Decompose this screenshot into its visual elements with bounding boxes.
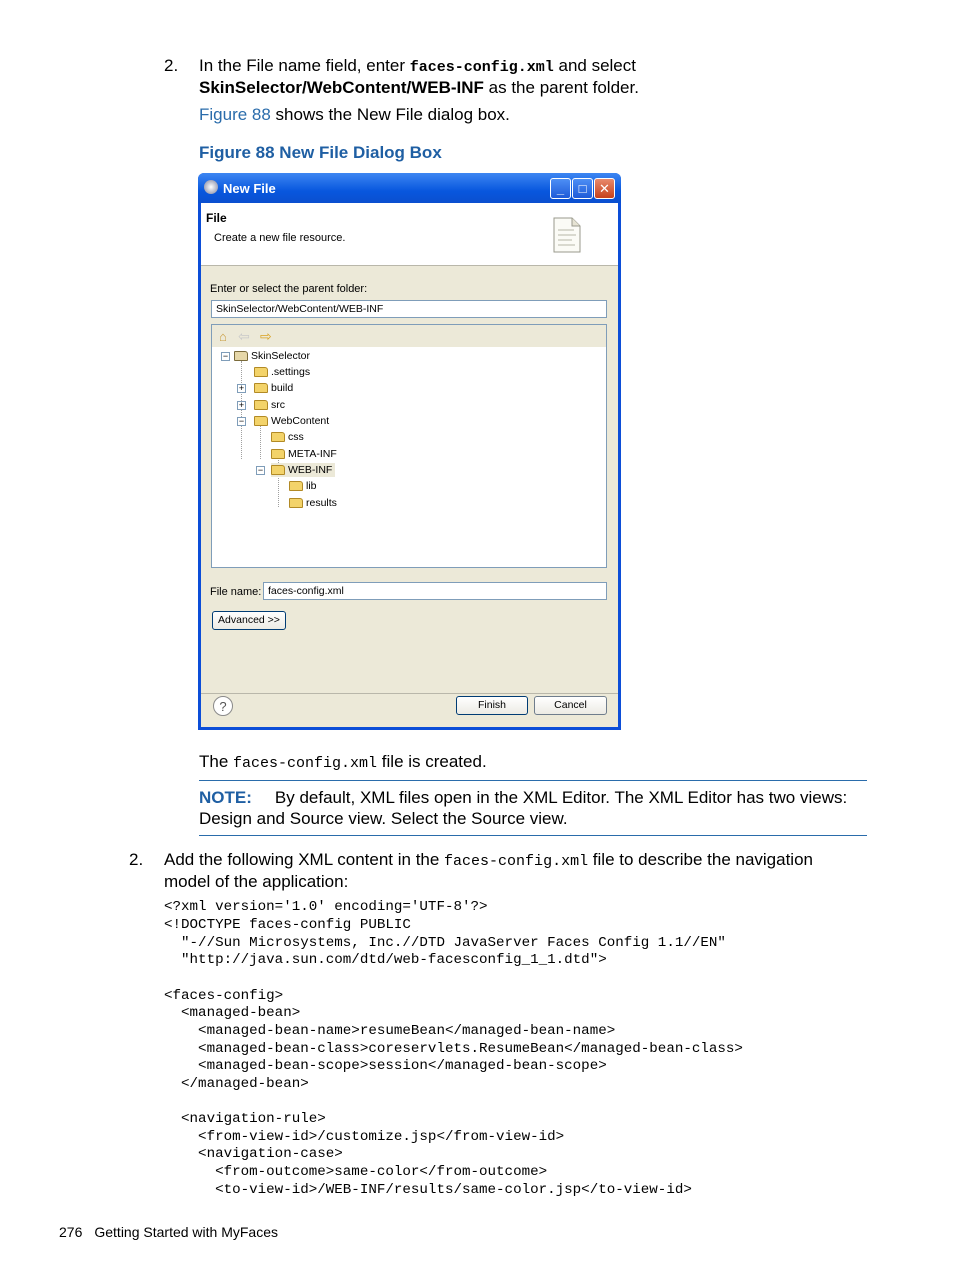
parent-folder-input[interactable]: SkinSelector/WebContent/WEB-INF bbox=[211, 300, 607, 318]
dialog-banner bbox=[201, 203, 618, 266]
home-icon[interactable]: ⌂ bbox=[219, 329, 227, 344]
code-line: <navigation-rule> bbox=[164, 1111, 326, 1127]
code-line: <navigation-case> bbox=[164, 1146, 343, 1162]
code-line: <managed-bean-name>resumeBean</managed-bean-name> bbox=[164, 1023, 616, 1039]
eclipse-icon bbox=[204, 180, 218, 194]
step-text: In the File name field, enter bbox=[199, 56, 410, 75]
tree-toolbar bbox=[212, 325, 606, 347]
dialog-titlebar[interactable] bbox=[198, 173, 621, 203]
tree-item-selected[interactable]: WEB-INF bbox=[271, 463, 335, 477]
code-line: <managed-bean-class>coreservlets.ResumeBean</managed-bean-class> bbox=[164, 1041, 743, 1057]
parent-folder-label: Enter or select the parent folder: bbox=[210, 283, 368, 295]
project-icon bbox=[234, 351, 248, 361]
help-icon[interactable]: ? bbox=[213, 696, 233, 716]
step-text: and select bbox=[553, 56, 636, 75]
code-line: <!DOCTYPE faces-config PUBLIC bbox=[164, 917, 411, 933]
advanced-button[interactable]: Advanced >> bbox=[212, 611, 286, 630]
finish-button[interactable]: Finish bbox=[456, 696, 528, 715]
folder-icon bbox=[271, 432, 285, 442]
folder-icon bbox=[271, 465, 285, 475]
code-line: <faces-config> bbox=[164, 988, 284, 1004]
code-line: <managed-bean> bbox=[164, 1005, 301, 1021]
folder-icon bbox=[289, 498, 303, 508]
new-file-dialog bbox=[198, 173, 621, 730]
banner-heading: File bbox=[206, 211, 227, 225]
code-line: "http://java.sun.com/dtd/web-facesconfig_1_1.dtd"> bbox=[164, 952, 607, 968]
code-line: <to-view-id>/WEB-INF/results/same-color.jsp</to-view-id> bbox=[164, 1182, 692, 1198]
folder-path: SkinSelector/WebContent/WEB-INF bbox=[199, 78, 484, 97]
note-rule-top bbox=[199, 780, 867, 781]
folder-icon bbox=[271, 449, 285, 459]
tree-item[interactable]: SkinSelector bbox=[234, 349, 310, 363]
tree-item[interactable]: WebContent bbox=[254, 414, 329, 428]
tree-item[interactable]: css bbox=[271, 430, 304, 444]
dialog-title: New File bbox=[223, 181, 276, 196]
collapse-icon[interactable]: − bbox=[222, 351, 229, 361]
figure-caption: Figure 88 New File Dialog Box bbox=[199, 143, 442, 162]
maximize-button[interactable]: □ bbox=[572, 178, 593, 199]
note-line-2: Design and Source view. Select the Source view. bbox=[199, 809, 568, 828]
tree-item[interactable]: META-INF bbox=[271, 447, 337, 461]
forward-arrow-icon[interactable]: ⇨ bbox=[260, 328, 272, 344]
step-two-line-1: Add the following XML content in the faces-config.xml file to describe the navigation bbox=[164, 850, 813, 870]
dialog-body bbox=[201, 203, 618, 727]
inline-code: faces-config.xml bbox=[444, 853, 589, 870]
tree-item[interactable]: build bbox=[254, 381, 293, 395]
tree-item[interactable]: .settings bbox=[254, 365, 310, 379]
step-text: as the parent folder. bbox=[483, 78, 639, 97]
file-name-label: File name: bbox=[210, 586, 262, 598]
collapse-icon[interactable]: − bbox=[257, 465, 264, 475]
folder-icon bbox=[289, 481, 303, 491]
code-line: "-//Sun Microsystems, Inc.//DTD JavaServer Faces Config 1.1//EN" bbox=[164, 935, 726, 951]
step-line-1 bbox=[199, 55, 636, 79]
folder-icon bbox=[254, 367, 268, 377]
result-text: The faces-config.xml file is created. bbox=[199, 752, 487, 772]
new-file-icon bbox=[552, 216, 582, 254]
step-two-line-2: model of the application: bbox=[164, 872, 349, 891]
figure-reference bbox=[199, 104, 510, 126]
folder-icon bbox=[254, 383, 268, 393]
note-rule-bottom bbox=[199, 835, 867, 836]
folder-icon bbox=[254, 416, 268, 426]
code-line: <managed-bean-scope>session</managed-bean-scope> bbox=[164, 1058, 607, 1074]
step-number: 2. bbox=[129, 850, 144, 869]
folder-tree[interactable] bbox=[211, 324, 607, 568]
page-footer bbox=[59, 1224, 278, 1240]
page-number: 276 bbox=[59, 1224, 83, 1240]
code-line: <?xml version='1.0' encoding='UTF-8'?> bbox=[164, 899, 488, 915]
tree-item[interactable]: lib bbox=[289, 479, 317, 493]
back-arrow-icon[interactable]: ⇦ bbox=[238, 328, 250, 344]
minimize-button[interactable]: _ bbox=[550, 178, 571, 199]
figure-link[interactable]: Figure 88 bbox=[199, 105, 271, 124]
inline-code: faces-config.xml bbox=[233, 755, 378, 772]
file-name-input[interactable]: faces-config.xml bbox=[263, 582, 607, 600]
collapse-icon[interactable]: − bbox=[238, 416, 245, 426]
expand-icon[interactable]: + bbox=[238, 383, 245, 393]
note-line-1: NOTE: By default, XML files open in the XML Editor. The XML Editor has two views: bbox=[199, 788, 848, 807]
code-line: </managed-bean> bbox=[164, 1076, 309, 1092]
close-button[interactable]: ✕ bbox=[594, 178, 615, 199]
expand-icon[interactable]: + bbox=[238, 400, 245, 410]
banner-text: Create a new file resource. bbox=[214, 232, 346, 244]
code-line: <from-outcome>same-color</from-outcome> bbox=[164, 1164, 548, 1180]
inline-code: faces-config.xml bbox=[409, 59, 554, 76]
tree-item[interactable]: src bbox=[254, 398, 285, 412]
tree-item[interactable]: results bbox=[289, 496, 337, 510]
step-line-2 bbox=[199, 77, 639, 99]
code-line: <from-view-id>/customize.jsp</from-view-id> bbox=[164, 1129, 565, 1145]
step-text: shows the New File dialog box. bbox=[270, 105, 510, 124]
separator bbox=[201, 693, 618, 694]
cancel-button[interactable]: Cancel bbox=[534, 696, 607, 715]
footer-section: Getting Started with MyFaces bbox=[94, 1224, 278, 1240]
step-number: 2. bbox=[164, 56, 179, 75]
note-label: NOTE: bbox=[199, 788, 252, 807]
folder-icon bbox=[254, 400, 268, 410]
